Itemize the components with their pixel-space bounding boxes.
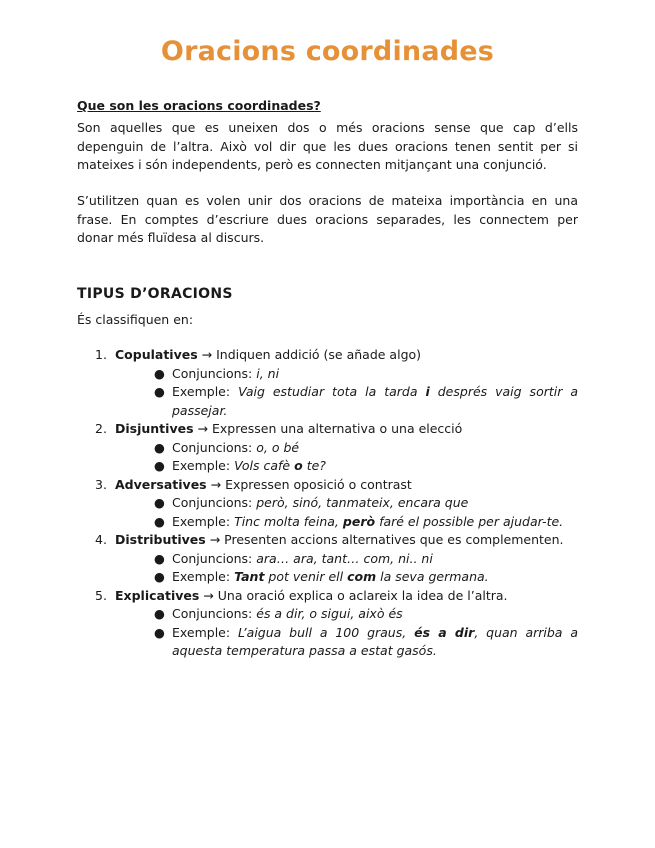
usage-paragraph: S’utilitzen quan es volen unir dos oracions de mateixa importància en una frase. En comptes d’escriure dues oracions separades, les connectem per donar més fluïdesa al discurs. [77, 193, 578, 245]
arrow-icon: → [197, 421, 208, 436]
example-bullet [154, 624, 578, 661]
conjunctions-bullet [154, 605, 578, 624]
list-number: 4. [95, 532, 107, 547]
list-item [77, 420, 578, 439]
example-conjunction: o [294, 458, 303, 473]
conjunctions-value: però, sinó, tanmateix, encara que [256, 495, 469, 510]
bullet-icon: ● [154, 606, 165, 621]
example-text-start: L’aigua bull a 100 graus, [237, 624, 407, 640]
bullet-icon: ● [154, 384, 165, 399]
type-description: Una oració explica o aclareix la idea de l’altra. [217, 587, 508, 603]
conjunctions-value: i, ni [256, 365, 280, 381]
example-conjunction: és a dir [414, 624, 475, 640]
example-label: Exemple: [172, 569, 231, 584]
example-conjunction-2: com [347, 569, 377, 584]
arrow-icon: → [210, 476, 222, 492]
example-label: Exemple: [172, 384, 231, 399]
list-number: 2. [95, 421, 107, 436]
question-heading: Que son les oracions coordinades? [77, 98, 321, 113]
conjunctions-label: Conjuncions: [172, 606, 253, 621]
section-intro: És classifiquen en: [77, 312, 194, 327]
types-list [77, 346, 578, 661]
example-bullet [154, 383, 578, 420]
document-title: Oracions coordinades [160, 36, 495, 67]
example-text-start: Vols cafè [234, 458, 291, 473]
conjunctions-label: Conjuncions: [172, 439, 253, 455]
type-description: Expressen una alternativa o una elecció [211, 421, 463, 436]
arrow-icon: → [203, 587, 214, 603]
bullet-icon: ● [154, 439, 165, 455]
arrow-icon: → [209, 532, 221, 547]
example-label: Exemple: [172, 624, 231, 640]
section-title: TIPUS D’ORACIONS [77, 286, 233, 302]
example-text-end: la seva germana. [380, 569, 489, 584]
type-name: Copulatives [115, 347, 198, 362]
list-number: 5. [95, 587, 107, 603]
example-bullet [154, 513, 578, 532]
type-description: Presenten accions alternatives que es complementen. [224, 532, 564, 547]
example-label: Exemple: [172, 513, 231, 529]
example-bullet [154, 457, 578, 476]
example-text-middle: faré el possible per ajudar-te. [379, 513, 564, 529]
example-conjunction: Tant [234, 569, 265, 584]
example-conjunction: i [425, 384, 430, 399]
example-conjunction: però [342, 513, 376, 529]
bullet-icon: ● [154, 458, 165, 473]
conjunctions-value: o, o bé [256, 439, 300, 455]
list-item [77, 587, 578, 606]
example-text-middle: , quan arriba a aquesta temperatura passa a estat gasós. [172, 624, 578, 658]
list-item [77, 531, 578, 550]
conjunctions-value: ara… ara, tant… com, ni.. ni [256, 550, 433, 566]
conjunctions-value: és a dir, o sigui, això és [256, 606, 403, 621]
list-item [77, 476, 578, 495]
type-name: Distributives [115, 532, 206, 547]
type-description: Expressen oposició o contrast [225, 476, 412, 492]
conjunctions-label: Conjuncions: [172, 550, 253, 566]
arrow-icon: → [201, 347, 213, 362]
conjunctions-bullet [154, 494, 578, 513]
conjunctions-bullet [154, 550, 578, 569]
bullet-icon: ● [154, 624, 165, 640]
bullet-icon: ● [154, 569, 165, 584]
example-bullet [154, 568, 578, 587]
conjunctions-label: Conjuncions: [172, 365, 253, 381]
example-text-middle: després vaig sortir a passejar. [172, 384, 578, 418]
bullet-icon: ● [154, 513, 165, 529]
bullet-icon: ● [154, 550, 165, 566]
bullet-icon: ● [154, 495, 165, 510]
list-item [77, 346, 578, 365]
type-name: Disjuntives [115, 421, 194, 436]
definition-paragraph: Son aquelles que es uneixen dos o més oracions sense que cap d’ells depenguin de l’altra. Això vol dir que les dues oracions tenen sentit per si mateixes i són independents, però es connecten mitjançant una conjunció. [77, 120, 578, 172]
list-number: 3. [95, 476, 107, 492]
type-description: Indiquen addició (se añade algo) [216, 347, 422, 362]
type-name: Adversatives [115, 476, 207, 492]
example-label: Exemple: [172, 458, 231, 473]
list-number: 1. [95, 347, 107, 362]
bullet-icon: ● [154, 365, 165, 381]
example-text-start: Tinc molta feina, [234, 513, 339, 529]
conjunctions-bullet [154, 365, 578, 384]
conjunctions-bullet [154, 439, 578, 458]
type-name: Explicatives [115, 587, 200, 603]
example-text-middle: pot venir ell [268, 569, 344, 584]
example-text-middle: te? [306, 458, 326, 473]
conjunctions-label: Conjuncions: [172, 495, 253, 510]
example-text-start: Vaig estudiar tota la tarda [238, 384, 418, 399]
